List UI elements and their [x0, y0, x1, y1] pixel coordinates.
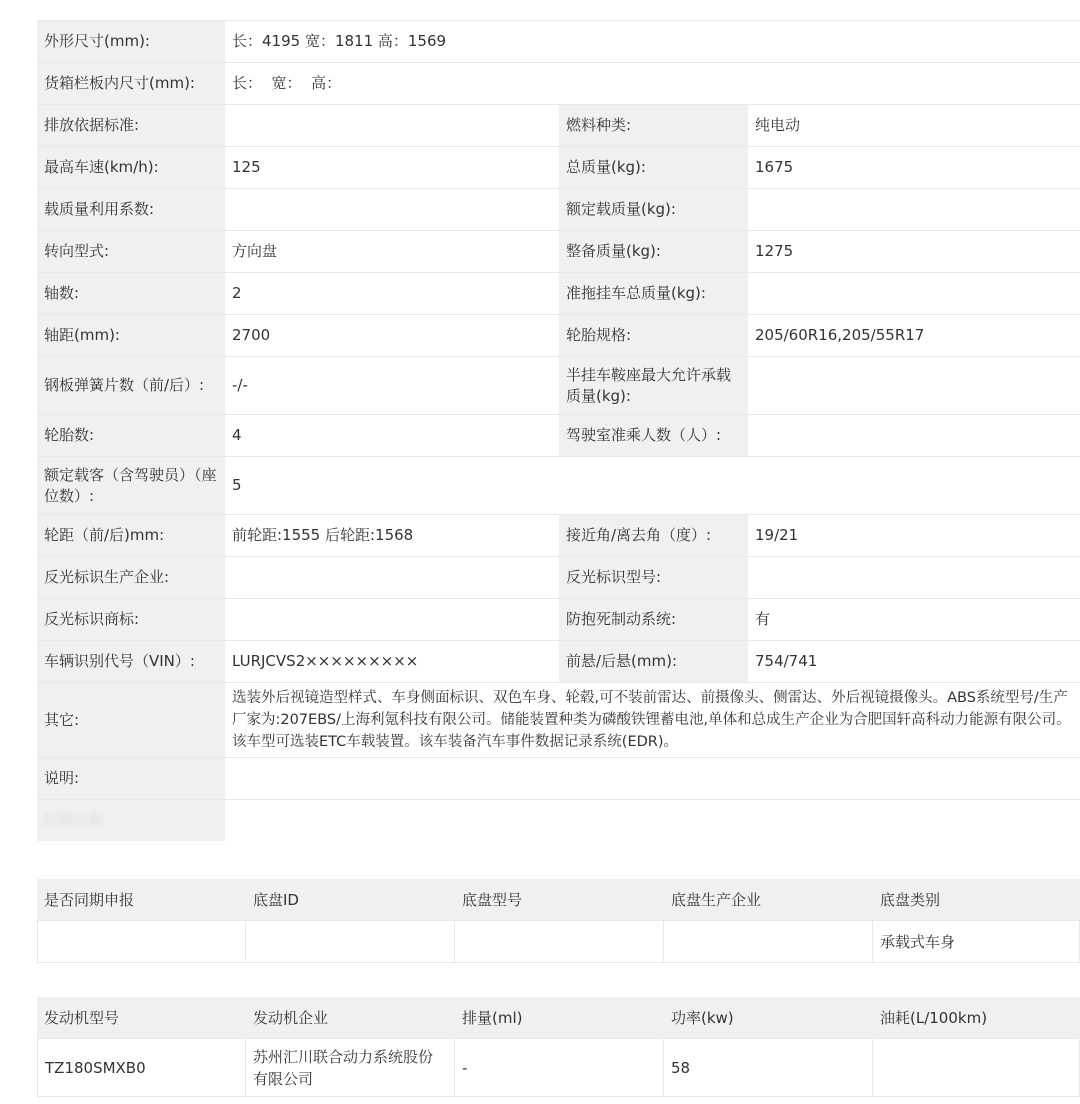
tires-value: 4 — [225, 415, 559, 456]
cargo-value: 长： 宽： 高： — [225, 63, 1080, 104]
reflector-model-label: 反光标识型号: — [559, 557, 748, 598]
note-value — [225, 758, 1080, 799]
note-label: 说明: — [37, 758, 225, 799]
chassis-header-sync: 是否同期申报 — [37, 879, 246, 921]
spec-row-leaf-spring — [37, 357, 1080, 415]
fuel-value: 纯电动 — [748, 105, 1080, 146]
load-coef-label: 载质量利用系数: — [37, 189, 225, 230]
vin-label: 车辆识别代号（VIN）: — [37, 641, 225, 682]
engine-cell-consumption — [873, 1039, 1080, 1097]
emission-value — [225, 105, 559, 146]
engine-header-displacement: 排量(ml) — [455, 997, 664, 1039]
vehicle-spec-table — [37, 20, 1080, 841]
speed-value: 125 — [225, 147, 559, 188]
speed-label: 最高车速(km/h): — [37, 147, 225, 188]
abs-value: 有 — [748, 599, 1080, 640]
trailer-label: 准拖挂车总质量(kg): — [559, 273, 748, 314]
spec-row-steering — [37, 231, 1080, 273]
reflector-maker-label: 反光标识生产企业: — [37, 557, 225, 598]
track-value: 前轮距:1555 后轮距:1568 — [225, 515, 559, 556]
angle-value: 19/21 — [748, 515, 1080, 556]
spec-row-wheelbase — [37, 315, 1080, 357]
reflector-maker-value — [225, 557, 559, 598]
tires-label: 轮胎数: — [37, 415, 225, 456]
vin-value: LURJCVS2××××××××× — [225, 641, 559, 682]
spec-row-tires — [37, 415, 1080, 457]
blurred-label-cell — [37, 800, 225, 841]
engine-cell-model: TZ180SMXB0 — [37, 1039, 246, 1097]
spec-row-seats — [37, 457, 1080, 515]
engine-cell-maker: 苏州汇川联合动力系统股份有限公司 — [246, 1039, 455, 1097]
chassis-header-type: 底盘类别 — [873, 879, 1080, 921]
cab-seats-value — [748, 415, 1080, 456]
engine-table — [37, 997, 1080, 1097]
dimensions-label: 外形尺寸(mm): — [37, 21, 225, 62]
rated-load-value — [748, 189, 1080, 230]
track-label: 轮距（前/后)mm: — [37, 515, 225, 556]
chassis-header-model: 底盘型号 — [455, 879, 664, 921]
spec-row-cargo — [37, 63, 1080, 105]
overhang-value: 754/741 — [748, 641, 1080, 682]
chassis-table — [37, 879, 1080, 963]
reflector-model-value — [748, 557, 1080, 598]
other-value: 选装外后视镜造型样式、车身侧面标识、双色车身、轮毂,可不装前雷达、前摄像头、侧雷达、外后视镜摄像头。ABS系统型号/生产厂家为:207EBS/上海利氪科技有限公司。储能装置种类为磷酸铁锂蓄电池,单体和总成生产企业为合肥国轩高科动力能源有限公司。该车型可选装ETC车载装置。该车装备汽车事件数据记录系统(EDR)。 — [225, 683, 1080, 757]
overhang-label: 前悬/后悬(mm): — [559, 641, 748, 682]
load-coef-value — [225, 189, 559, 230]
blurred-value — [225, 800, 1080, 841]
spec-row-reflector-maker — [37, 557, 1080, 599]
curb-mass-label: 整备质量(kg): — [559, 231, 748, 272]
spec-row-blurred — [37, 800, 1080, 841]
spec-row-emission — [37, 105, 1080, 147]
saddle-value — [748, 357, 1080, 414]
chassis-cell-sync — [37, 921, 246, 963]
tire-spec-value: 205/60R16,205/55R17 — [748, 315, 1080, 356]
axles-label: 轴数: — [37, 273, 225, 314]
cargo-label: 货箱栏板内尺寸(mm): — [37, 63, 225, 104]
abs-label: 防抱死制动系统: — [559, 599, 748, 640]
wheelbase-value: 2700 — [225, 315, 559, 356]
engine-header-model: 发动机型号 — [37, 997, 246, 1039]
engine-header-maker: 发动机企业 — [246, 997, 455, 1039]
spec-row-other — [37, 683, 1080, 758]
leaf-spring-label: 钢板弹簧片数（前/后）: — [37, 357, 225, 414]
spec-row-reflector-brand — [37, 599, 1080, 641]
chassis-header-id: 底盘ID — [246, 879, 455, 921]
curb-mass-value: 1275 — [748, 231, 1080, 272]
reflector-brand-value — [225, 599, 559, 640]
spec-row-speed — [37, 147, 1080, 189]
emission-label: 排放依据标准: — [37, 105, 225, 146]
spec-row-note — [37, 758, 1080, 800]
engine-cell-displacement: - — [455, 1039, 664, 1097]
rated-load-label: 额定载质量(kg): — [559, 189, 748, 230]
total-mass-value: 1675 — [748, 147, 1080, 188]
leaf-spring-value: -/- — [225, 357, 559, 414]
total-mass-label: 总质量(kg): — [559, 147, 748, 188]
tire-spec-label: 轮胎规格: — [559, 315, 748, 356]
spec-row-axles — [37, 273, 1080, 315]
engine-cell-power: 58 — [664, 1039, 873, 1097]
seats-label: 额定载客（含驾驶员）（座位数）: — [37, 457, 225, 514]
axles-value: 2 — [225, 273, 559, 314]
steering-label: 转向型式: — [37, 231, 225, 272]
chassis-cell-model — [455, 921, 664, 963]
fuel-label: 燃料种类: — [559, 105, 748, 146]
saddle-label: 半挂车鞍座最大允许承载质量(kg): — [559, 357, 748, 414]
steering-value: 方向盘 — [225, 231, 559, 272]
chassis-cell-type: 承载式车身 — [873, 921, 1080, 963]
spec-row-dimensions — [37, 21, 1080, 63]
engine-header-consumption: 油耗(L/100km) — [873, 997, 1080, 1039]
spec-row-track — [37, 515, 1080, 557]
chassis-header-maker: 底盘生产企业 — [664, 879, 873, 921]
reflector-brand-label: 反光标识商标: — [37, 599, 225, 640]
other-label: 其它: — [37, 683, 225, 757]
engine-header-power: 功率(kw) — [664, 997, 873, 1039]
chassis-cell-maker — [664, 921, 873, 963]
angle-label: 接近角/离去角（度）: — [559, 515, 748, 556]
spec-row-load-coef — [37, 189, 1080, 231]
blurred-label: 同期申报 — [44, 811, 105, 829]
spec-row-vin — [37, 641, 1080, 683]
chassis-cell-id — [246, 921, 455, 963]
trailer-value — [748, 273, 1080, 314]
dimensions-value: 长：4195 宽：1811 高：1569 — [225, 21, 1080, 62]
cab-seats-label: 驾驶室准乘人数（人）: — [559, 415, 748, 456]
wheelbase-label: 轴距(mm): — [37, 315, 225, 356]
seats-value: 5 — [225, 457, 1080, 514]
